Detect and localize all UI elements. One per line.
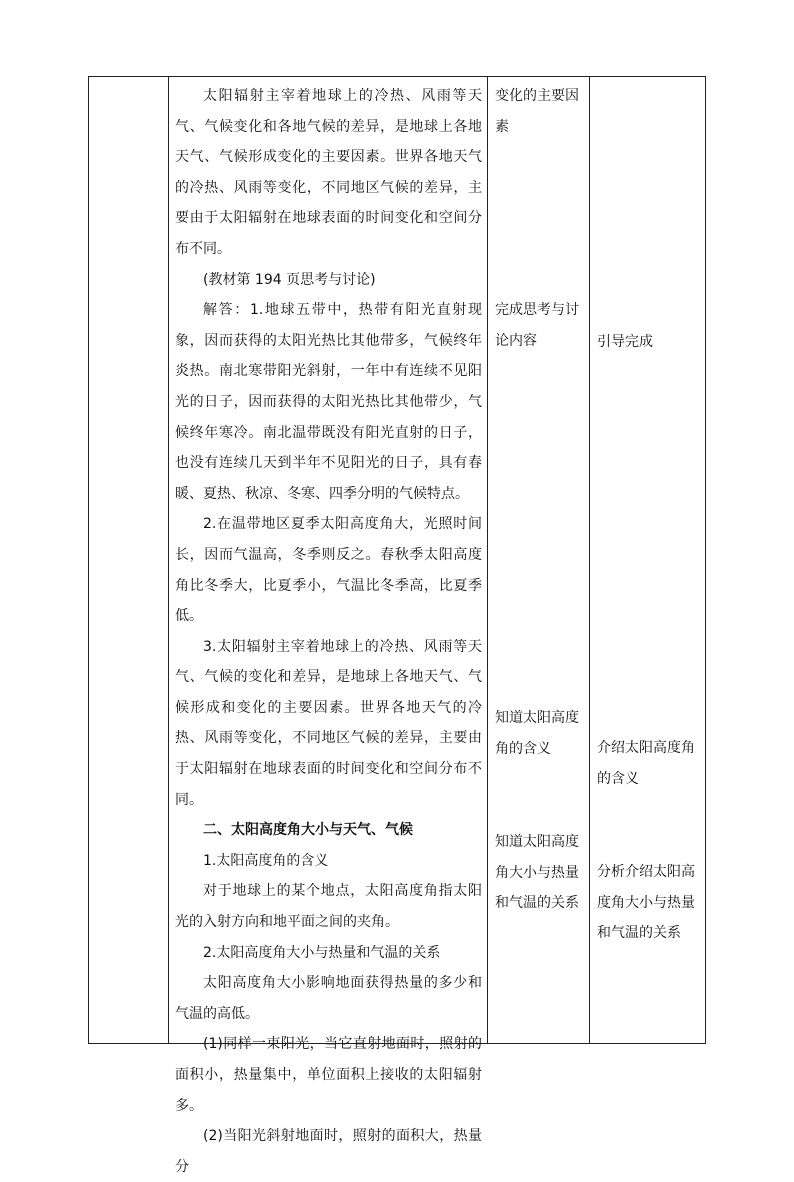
paragraph: 2.在温带地区夏季太阳高度角大，光照时间长，因而气温高，冬季则反之。春秋季太阳高度角比冬季大，比夏季小，气温比冬季高，比夏季低。 <box>175 516 482 625</box>
paragraph: 对于地球上的某个地点，太阳高度角指太阳光的入射方向和地平面之间的夹角。 <box>175 883 482 931</box>
student-activity-text: 知道太阳高度 角的含义 <box>495 710 579 757</box>
paragraph: 解答：1.地球五带中，热带有阳光直射现象，因而获得的太阳光热比其他带多，气候终年炎热。南北寒带阳光斜射，一年中有连续不见阳光的日子，因而获得的太阳光热比其他带少，气候终年寒冷。南北温带既没有阳光直射的日子，也没有连续几天到半年不见阳光的日子，具有春暖、夏热、秋凉、冬寒、四季分明的气候特点。 <box>175 302 482 502</box>
student-activity-text: 变化的主要因 素 <box>495 88 579 135</box>
student-activity-text: 知道太阳高度 角大小与热量 和气温的关系 <box>495 834 579 912</box>
paragraph: (1)同样一束阳光，当它直射地面时，照射的面积小，热量集中，单位面积上接收的太阳辐射多。 <box>175 1036 482 1114</box>
paragraph: (2)当阳光斜射地面时，照射的面积大，热量分 <box>175 1128 482 1175</box>
paragraph: 1.太阳高度角的含义 <box>203 852 329 869</box>
paragraph: 太阳辐射主宰着地球上的冷热、风雨等天气、气候变化和各地气候的差异，是地球上各地天气、气候形成变化的主要因素。世界各地天气的冷热、风雨等变化，不同地区气候的差异，主要由于太阳辐射在地球表面的时间变化和空间分布不同。 <box>175 88 482 257</box>
paragraph: 3.太阳辐射主宰着地球上的冷热、风雨等天气、气候的变化和差异，是地球上各地天气、气候形成和变化的主要因素。世界各地天气的冷热、风雨等变化，不同地区气候的差异，主要由于太阳辐射在地球表面的时间变化和空间分布不同。 <box>175 638 482 808</box>
paragraph: (教材第 194 页思考与讨论) <box>203 271 376 288</box>
student-activity-text: 完成思考与讨 论内容 <box>495 302 579 349</box>
teacher-activity-text: 介绍太阳高度角 的含义 <box>597 740 695 787</box>
column-divider-2 <box>487 77 488 1043</box>
paragraph: 太阳高度角大小影响地面获得热量的多少和气温的高低。 <box>175 975 482 1022</box>
teacher-activity-text: 引导完成 <box>597 334 653 350</box>
teacher-activity-text: 分析介绍太阳高 度角大小与热量 和气温的关系 <box>597 864 695 942</box>
section-heading: 二、太阳高度角大小与天气、气候 <box>203 822 413 839</box>
lesson-plan-table <box>88 76 706 1175</box>
paragraph: 2.太阳高度角大小与热量和气温的关系 <box>203 944 441 961</box>
column-divider-3 <box>589 77 590 1043</box>
content-cell <box>169 77 487 1175</box>
